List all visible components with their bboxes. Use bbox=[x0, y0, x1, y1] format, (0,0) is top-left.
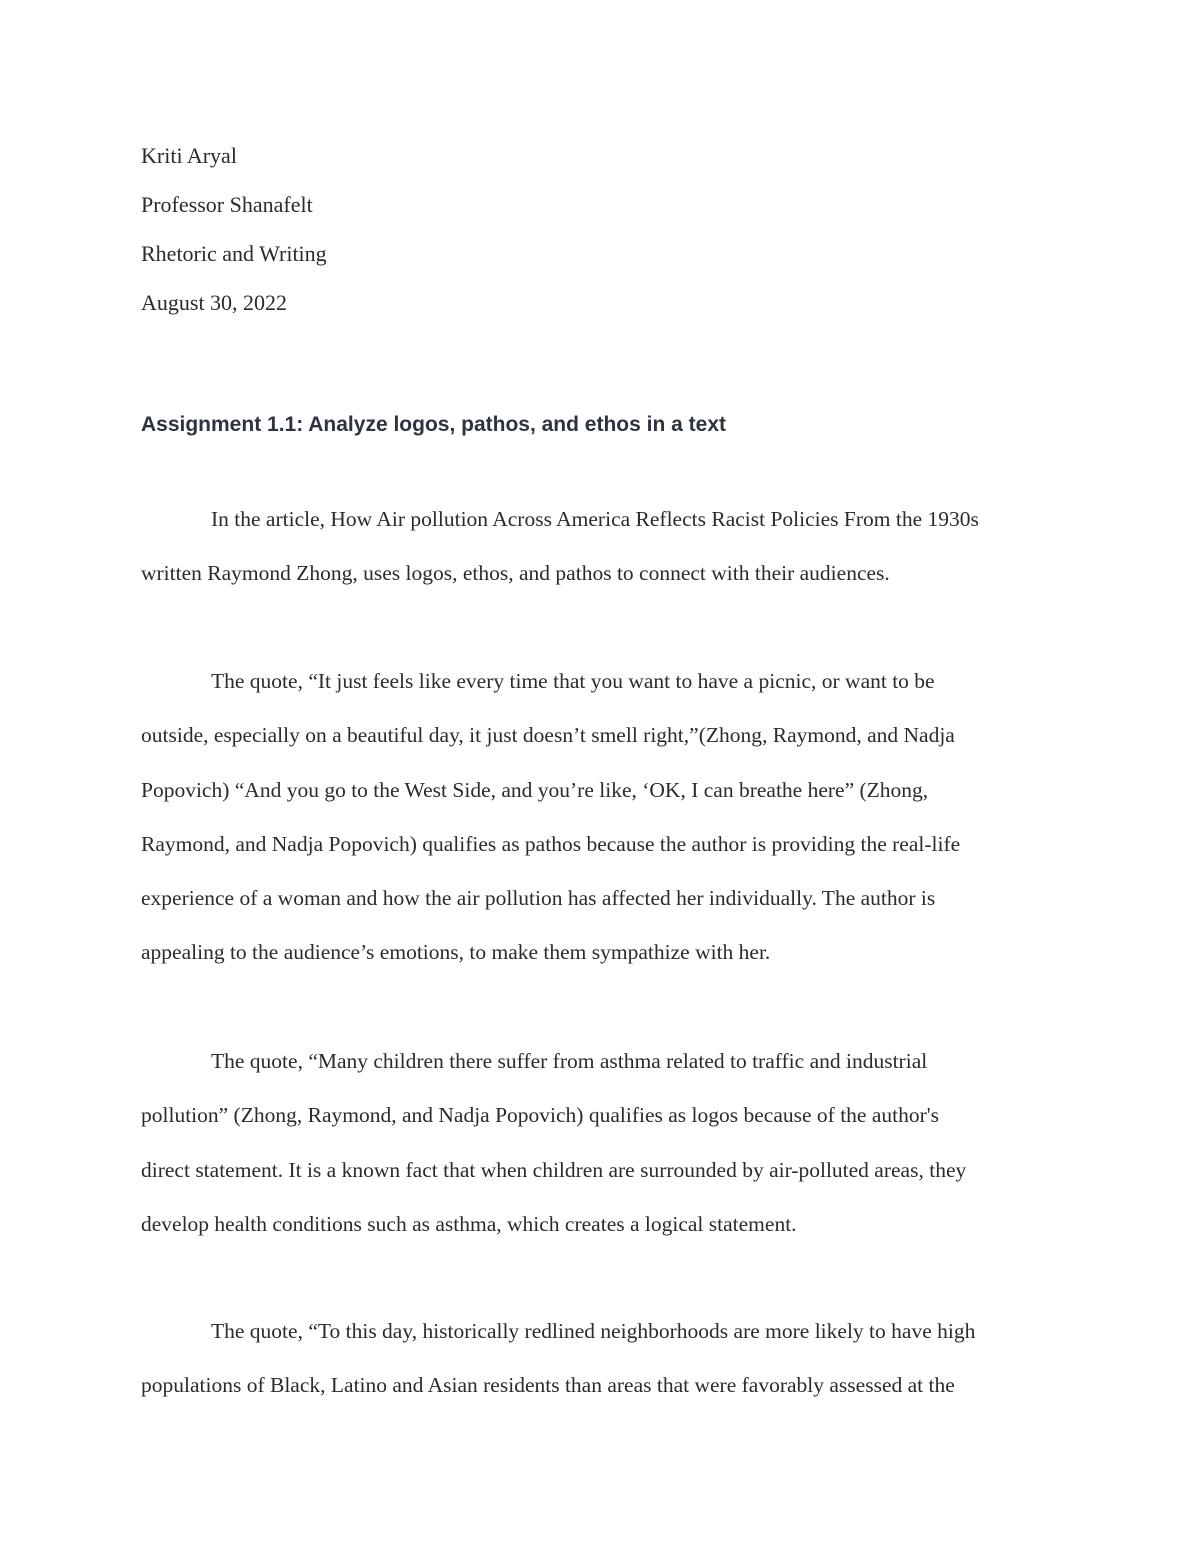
paragraph-line: direct statement. It is a known fact that when children are surrounded by air-polluted areas, they bbox=[141, 1157, 967, 1182]
paragraph-line: Popovich) “And you go to the West Side, and you’re like, ‘OK, I can breathe here” (Zhong, bbox=[141, 777, 929, 802]
paragraph-line: The quote, “To this day, historically redlined neighborhoods are more likely to have high bbox=[211, 1319, 976, 1343]
paragraph-line: The quote, “It just feels like every time that you want to have a picnic, or want to be bbox=[211, 669, 935, 693]
paragraph-logos bbox=[141, 1034, 1061, 1251]
assignment-date: August 30, 2022 bbox=[141, 290, 288, 315]
course-name: Rhetoric and Writing bbox=[141, 241, 327, 266]
assignment-title: Assignment 1.1: Analyze logos, pathos, and ethos in a text bbox=[141, 413, 726, 436]
paragraph-line: The quote, “Many children there suffer from asthma related to traffic and industrial bbox=[211, 1049, 928, 1073]
paragraph-ethos bbox=[141, 1304, 1061, 1413]
author-name: Kriti Aryal bbox=[141, 143, 237, 168]
paragraph-line: appealing to the audience’s emotions, to make them sympathize with her. bbox=[141, 940, 771, 965]
paragraph-line: populations of Black, Latino and Asian residents than areas that were favorably assessed at the bbox=[141, 1373, 955, 1398]
paragraph-pathos bbox=[141, 654, 1061, 980]
paragraph-line: outside, especially on a beautiful day, it just doesn’t smell right,”(Zhong, Raymond, and Nadja bbox=[141, 723, 955, 748]
paragraph-intro bbox=[141, 492, 1061, 601]
professor-name: Professor Shanafelt bbox=[141, 192, 313, 217]
paragraph-line: written Raymond Zhong, uses logos, ethos, and pathos to connect with their audiences. bbox=[141, 561, 890, 586]
paragraph-line: experience of a woman and how the air pollution has affected her individually. The author is bbox=[141, 886, 936, 911]
paragraph-line: In the article, How Air pollution Across America Reflects Racist Policies From the 1930s bbox=[211, 507, 979, 531]
paragraph-line: pollution” (Zhong, Raymond, and Nadja Popovich) qualifies as logos because of the author's bbox=[141, 1103, 940, 1128]
paragraph-line: develop health conditions such as asthma, which creates a logical statement. bbox=[141, 1211, 797, 1236]
paragraph-line: Raymond, and Nadja Popovich) qualifies as pathos because the author is providing the real-life bbox=[141, 831, 961, 856]
